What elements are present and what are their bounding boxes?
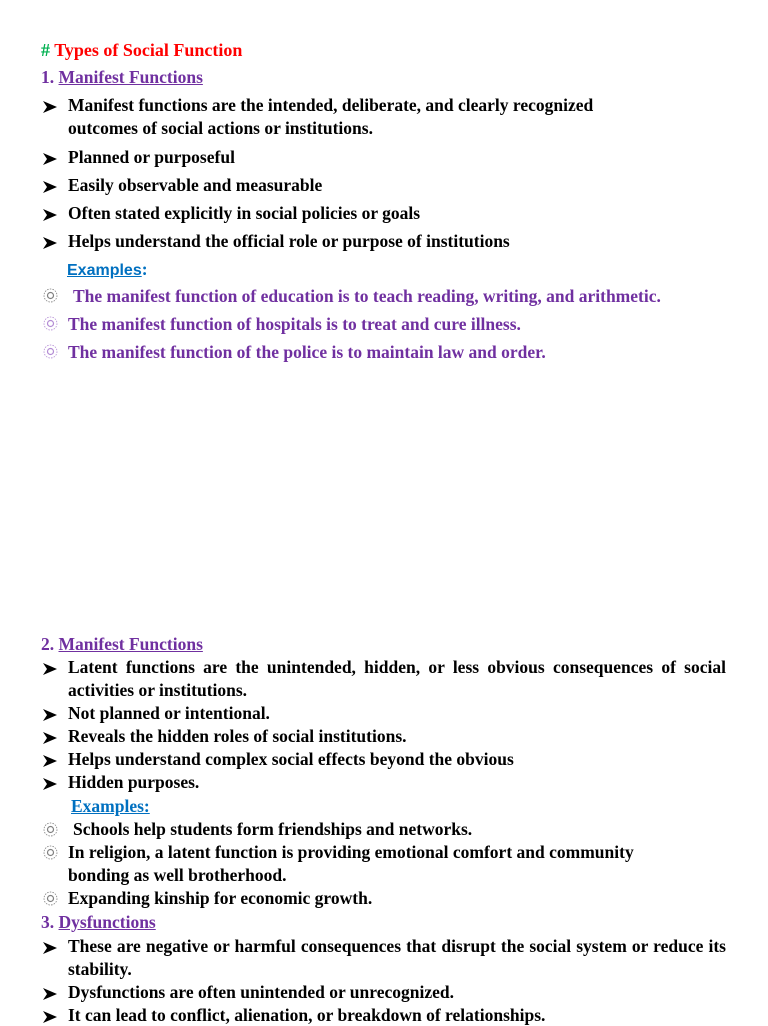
- section-1-title: Manifest Functions: [58, 67, 203, 87]
- section-1-heading: [41, 67, 203, 88]
- sun-bullet-icon: [42, 287, 59, 304]
- section-2-number: 2.: [41, 634, 55, 654]
- examples-label-text: Examples: [67, 262, 142, 279]
- section-2-example-2-line-2: bonding as well brotherhood.: [68, 865, 287, 885]
- section-2-example-3: Expanding kinship for economic growth.: [68, 888, 373, 908]
- section-3-number: 3.: [41, 912, 55, 932]
- arrow-bullet-icon: [41, 206, 59, 224]
- section-1-example-3: The manifest function of the police is to maintain law and order.: [68, 342, 546, 362]
- section-1-example-2: The manifest function of hospitals is to treat and cure illness.: [68, 314, 521, 334]
- section-1-examples-label: [67, 259, 148, 280]
- section-3-bullet-1: These are negative or harmful consequences that disrupt the social system or reduce its stability.: [68, 936, 726, 979]
- sun-bullet-icon: [42, 343, 59, 360]
- title-text: Types of Social Function: [54, 40, 243, 60]
- arrow-bullet-icon: [41, 706, 59, 724]
- section-3-bullet-2: Dysfunctions are often unintended or unrecognized.: [68, 982, 454, 1002]
- arrow-bullet-icon: [41, 729, 59, 747]
- section-2-bullet-2: Not planned or intentional.: [68, 703, 270, 723]
- section-1-bullet-1-line-1: Manifest functions are the intended, deliberate, and clearly recognized: [68, 95, 594, 115]
- section-1-bullet-5: Helps understand the official role or purpose of institutions: [68, 231, 510, 251]
- section-2-examples-label: Examples:: [71, 796, 150, 816]
- arrow-bullet-icon: [41, 752, 59, 770]
- section-2-example-2-line-1: In religion, a latent function is providing emotional comfort and community: [68, 842, 634, 862]
- sun-bullet-icon: [42, 821, 59, 838]
- section-1-bullet-4: Often stated explicitly in social policies or goals: [68, 203, 421, 223]
- arrow-bullet-icon: [41, 775, 59, 793]
- examples-label-colon: :: [141, 259, 148, 279]
- section-1-bullet-2: Planned or purposeful: [68, 147, 235, 167]
- arrow-bullet-icon: [41, 939, 59, 957]
- arrow-bullet-icon: [41, 234, 59, 252]
- section-2-bullet-5: Hidden purposes.: [68, 772, 200, 792]
- sun-bullet-icon: [42, 890, 59, 907]
- sun-bullet-icon: [42, 315, 59, 332]
- hash-mark: #: [41, 40, 50, 60]
- section-2-bullet-3: Reveals the hidden roles of social institutions.: [68, 726, 407, 746]
- section-2-heading: [41, 634, 203, 655]
- document-title: [41, 40, 242, 61]
- section-1-number: 1.: [41, 67, 55, 87]
- section-2-example-1: Schools help students form friendships and networks.: [73, 819, 473, 839]
- arrow-bullet-icon: [41, 660, 59, 678]
- section-2-bullet-1: Latent functions are the unintended, hidden, or less obvious consequences of social activities or institutions.: [68, 657, 726, 700]
- arrow-bullet-icon: [41, 98, 59, 116]
- section-1-bullet-1-line-2: outcomes of social actions or institutions.: [68, 118, 373, 138]
- section-2-bullet-4: Helps understand complex social effects beyond the obvious: [68, 749, 514, 769]
- section-2-title: Manifest Functions: [58, 634, 203, 654]
- sun-bullet-icon: [42, 844, 59, 861]
- section-3-title: Dysfunctions: [58, 912, 156, 932]
- section-3-bullet-3: It can lead to conflict, alienation, or breakdown of relationships.: [68, 1005, 546, 1025]
- arrow-bullet-icon: [41, 985, 59, 1003]
- arrow-bullet-icon: [41, 150, 59, 168]
- arrow-bullet-icon: [41, 178, 59, 196]
- section-1-example-1: The manifest function of education is to teach reading, writing, and arithmetic.: [73, 286, 661, 306]
- arrow-bullet-icon: [41, 1008, 59, 1026]
- section-1-bullet-3: Easily observable and measurable: [68, 175, 323, 195]
- section-3-heading: [41, 912, 156, 933]
